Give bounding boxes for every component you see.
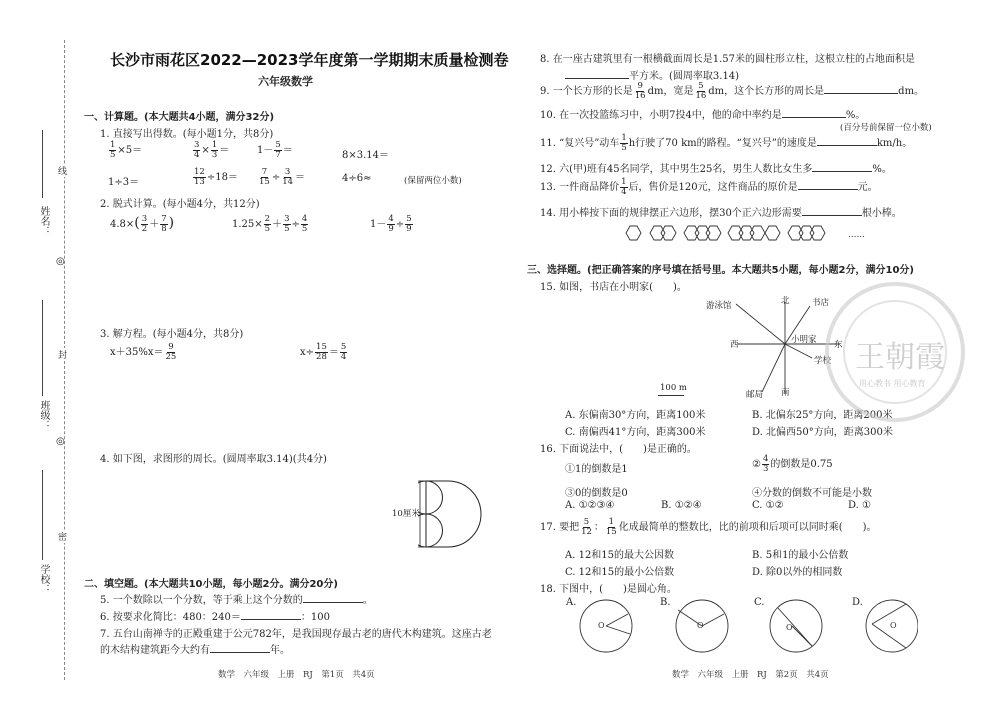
q16-option-c[interactable]: C. ①② xyxy=(752,500,784,511)
q10: 10. 在一次投篮练习中，小明7投4中，他的命中率约是 %。 xyxy=(540,106,865,121)
q16-option-b[interactable]: B. ①②④ xyxy=(661,500,702,511)
q15-option-a[interactable]: A. 东偏南30°方向，距离100米 xyxy=(565,410,706,421)
q4-dimension-label: 10厘米 xyxy=(392,509,420,519)
exam-subtitle: 六年级数学 xyxy=(258,75,313,88)
q5-blank[interactable] xyxy=(303,592,363,603)
q18-prompt: 18. 下图中，( )是圆心角。 xyxy=(540,584,677,595)
q17-option-c[interactable]: C. 12和15的最小公倍数 xyxy=(565,567,675,578)
q3-prompt: 3. 解方程。(每小题4分，共8分) xyxy=(100,329,244,340)
q6: 6. 按要求化简比：480：240＝ ：100 xyxy=(100,608,330,623)
name-label: 姓名： xyxy=(38,206,49,236)
q2-prompt: 2. 脱式计算。(每小题4分，共12分) xyxy=(100,199,260,210)
q5: 5. 一个数除以一个分数，等于乘上这个分数的 。 xyxy=(100,591,373,606)
q2-a: 4.8×( $\frac{3}{2}$ ＋ $\frac{7}{8}$ ) xyxy=(110,214,175,234)
q18-label-a[interactable]: A. xyxy=(566,597,577,608)
q8-blank[interactable] xyxy=(565,68,629,79)
svg-text:O: O xyxy=(890,621,897,630)
q14-blank[interactable] xyxy=(802,205,862,216)
name-field[interactable] xyxy=(42,130,43,198)
q10-note: (百分号前保留一位小数) xyxy=(840,123,932,133)
section-fill: 二、填空题。(本大题共10小题，每小题2分。满分20分) xyxy=(84,579,338,590)
q11: 11. “复兴号”动车 $\frac{1}{5}$ h行驶了70 km的路程。“复兴号”的速度是 km/h。 xyxy=(540,133,913,153)
q16-option-a[interactable]: A. ①②③④ xyxy=(565,500,615,511)
q12-blank[interactable] xyxy=(812,161,872,172)
watermark-stamp xyxy=(825,282,965,422)
q3-a: x＋35%x＝ $\frac{9}{25}$ xyxy=(110,342,177,362)
punch-hole-1: ◎ xyxy=(56,256,65,267)
page1-footer: 数学 六年级 上册 RJ 第1页 共4页 xyxy=(218,670,375,680)
q14-ellipsis: …… xyxy=(848,230,865,240)
q1-prompt: 1. 直接写出得数。(每小题1分，共8分) xyxy=(100,129,274,140)
q7-blank[interactable] xyxy=(210,642,270,653)
school-field[interactable] xyxy=(42,470,43,560)
q11-blank[interactable] xyxy=(817,135,877,146)
map-south: 南 xyxy=(781,388,790,398)
q15-option-b[interactable]: B. 北偏东25°方向，距离200米 xyxy=(752,410,893,421)
q16-statement-4: ④分数的倒数不可能是小数 xyxy=(752,488,872,499)
q17-option-a[interactable]: A. 12和15的最大公因数 xyxy=(565,550,675,561)
q6-blank[interactable] xyxy=(241,609,301,620)
seal-word-close: 密 xyxy=(58,530,67,543)
q3-b: x÷ $\frac{15}{28}$ ＝ $\frac{5}{4}$ xyxy=(300,342,347,362)
q9: 9. 一个长方形的长是 $\frac{9}{16}$ dm，宽是 $\frac{5}{16}$ dm，这个长方形的周长是 dm。 xyxy=(540,81,925,101)
q17-prompt: 17. 要把 $\frac{5}{12}$ ： $\frac{1}{15}$ 化成最简单的整数比，比的前项和后项可以同时乘( )。 xyxy=(540,517,877,537)
q2-b: 1.25× $\frac{2}{5}$ ＋ $\frac{3}{5}$ ÷ $\frac{4}{5}$ xyxy=(232,214,308,234)
q15-option-c[interactable]: C. 南偏西41°方向，距离300米 xyxy=(565,427,706,438)
school-label: 学校： xyxy=(38,564,49,594)
q7-line1: 7. 五台山南禅寺的正殿重建于公元782年，是我国现存最古老的唐代木构建筑。这座古老 xyxy=(100,629,492,640)
svg-text:O: O xyxy=(697,621,704,630)
q1-g: $\frac{7}{15}$ ÷ $\frac{3}{14}$ ＝ xyxy=(259,167,306,187)
map-home: 小明家 xyxy=(791,335,817,345)
q18-label-b[interactable]: B. xyxy=(660,597,671,608)
q1-h: 4÷6≈ xyxy=(342,173,372,184)
svg-text:O: O xyxy=(598,621,605,630)
map-scale-bar xyxy=(658,395,684,396)
map-post: 邮局 xyxy=(746,390,764,400)
q1-a: $\frac{1}{5}$ ×5＝ xyxy=(110,140,143,160)
map-scale-label: 100 m xyxy=(660,383,687,393)
exam-title: 长沙市雨花区2022—2023学年度第一学期期末质量检测卷 xyxy=(110,51,509,69)
q13-blank[interactable] xyxy=(798,179,858,190)
q15-option-d[interactable]: D. 北偏西50°方向，距离300米 xyxy=(752,427,893,438)
q13: 13. 一件商品降价 $\frac{1}{4}$ 后，售价是120元，这件商品的原价是 元。 xyxy=(540,177,878,197)
map-east: 东 xyxy=(834,340,843,350)
class-field[interactable] xyxy=(42,300,43,396)
seal-word-line: 线 xyxy=(58,164,67,177)
q16-prompt: 16. 下面说法中，( )是正确的。 xyxy=(540,444,697,455)
q14: 14. 用小棒按下面的规律摆正六边形，摆30个正六边形需要 根小棒。 xyxy=(540,204,902,219)
q4-prompt: 4. 如下图，求图形的周长。(圆周率取3.14)(共4分) xyxy=(100,454,327,465)
q10-blank[interactable] xyxy=(782,107,846,118)
q8-line2: 平方米。(圆周率取3.14) xyxy=(565,67,739,82)
svg-text:O: O xyxy=(786,623,793,632)
map-west: 西 xyxy=(730,340,739,350)
section-choice: 三、选择题。(把正确答案的序号填在括号里。本大题共5小题，每小题2分，满分10分) xyxy=(527,265,914,276)
q1-b: $\frac{3}{4}$ × $\frac{1}{3}$ ＝ xyxy=(194,140,230,160)
class-label: 班级： xyxy=(38,400,49,430)
stamp-name: 王朝霞 xyxy=(855,340,945,375)
q2-c: 1－ $\frac{4}{9}$ ÷ $\frac{5}{9}$ xyxy=(370,214,412,234)
q4-figure xyxy=(418,478,488,550)
q1-f: $\frac{12}{13}$ ÷18＝ xyxy=(194,167,238,187)
stamp-ring-text: 用心教书 用心教育 xyxy=(859,379,926,388)
q16-option-d[interactable]: D. ① xyxy=(848,500,871,511)
q18-label-c[interactable]: C. xyxy=(754,597,765,608)
q1-e: 1÷3＝ xyxy=(108,177,140,188)
q17-option-d[interactable]: D. 除0以外的相同数 xyxy=(752,567,843,578)
q9-blank[interactable] xyxy=(824,83,898,94)
map-bookstore: 书店 xyxy=(812,298,830,308)
q8-line1: 8. 在一座古建筑里有一根横截面周长是1.57米的圆柱形立柱，这根立柱的占地面积是 xyxy=(540,54,915,65)
q1-h-note: (保留两位小数) xyxy=(404,176,462,186)
q1-d: 8×3.14＝ xyxy=(342,150,390,161)
q12: 12. 六(甲)班有45名同学，其中男生25名，男生人数比女生多 %。 xyxy=(540,160,892,175)
q7-line2: 的木结构建筑距今大约有 年。 xyxy=(100,641,290,656)
q1-c: 1－ $\frac{5}{7}$ ＝ xyxy=(257,140,293,160)
q16-statement-2: ② $\frac{4}{3}$ 的倒数是0.75 xyxy=(752,454,833,474)
map-school: 学校 xyxy=(814,356,832,366)
page2-footer: 数学 六年级 上册 RJ 第2页 共4页 xyxy=(672,670,829,680)
punch-hole-2: ◎ xyxy=(56,436,65,447)
q18-circle-figures xyxy=(578,598,918,656)
map-pool: 游泳馆 xyxy=(706,301,732,311)
q17-option-b[interactable]: B. 5和1的最小公倍数 xyxy=(752,550,849,561)
map-north: 北 xyxy=(781,296,790,306)
q16-statement-3: ③0的倒数是0 xyxy=(565,488,628,499)
seal-word-seal: 封 xyxy=(58,348,67,361)
q16-statement-1: ①1的倒数是1 xyxy=(565,464,628,475)
q15-prompt: 15. 如图，书店在小明家( )。 xyxy=(540,282,687,293)
q18-label-d[interactable]: D. xyxy=(852,597,863,608)
q14-hexagon-sequence xyxy=(622,220,842,246)
section-calc: 一、计算题。(本大题共4小题，满分32分) xyxy=(84,112,275,123)
